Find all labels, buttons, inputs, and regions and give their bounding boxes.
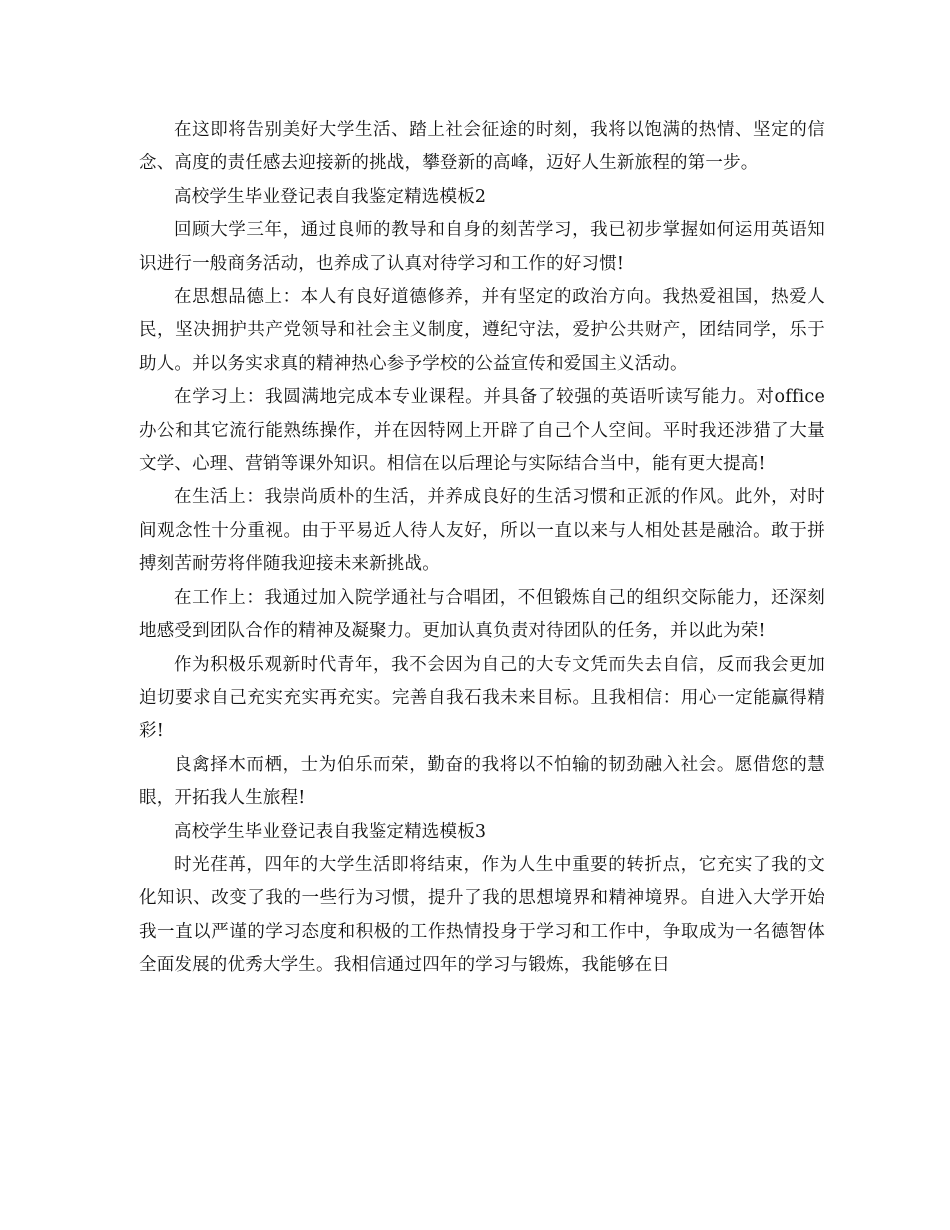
paragraph-moral: 在思想品德上：本人有良好道德修养，并有坚定的政治方向。我热爱祖国，热爱人民，坚决拥护共产党领导和社会主义制度，遵纪守法，爱护公共财产，团结同学，乐于助人。并以务实求真的精神热心参予学校的公益宣传和爱国主义活动。	[139, 287, 825, 374]
paragraph-confidence: 作为积极乐观新时代青年，我不会因为自己的大专文凭而失去自信，反而我会更加迫切要求自己充实充实再充实。完善自我石我未来目标。且我相信：用心一定能赢得精彩!	[139, 654, 825, 742]
paragraph-aspiration: 良禽择木而栖，士为伯乐而荣，勤奋的我将以不怕输的韧劲融入社会。愿借您的慧眼，开拓我人生旅程!	[139, 754, 825, 809]
paragraph-study: 在学习上：我圆满地完成本专业课程。并具备了较强的英语听读写能力。对office办公和其它流行能熟练操作，并在因特网上开辟了自己个人空间。平时我还涉猎了大量文学、心理、营销等课外知识。相信在以后理论与实际结合当中，能有更大提高!	[139, 387, 825, 475]
section-heading-template-2: 高校学生毕业登记表自我鉴定精选模板2	[174, 186, 487, 207]
paragraph-closing: 在这即将告别美好大学生活、踏上社会征途的时刻，我将以饱满的热情、坚定的信念、高度的责任感去迎接新的挑战，攀登新的高峰，迈好人生新旅程的第一步。	[139, 120, 825, 174]
document-body	[139, 114, 825, 983]
section-heading-template-3: 高校学生毕业登记表自我鉴定精选模板3	[174, 821, 487, 842]
paragraph-work: 在工作上：我通过加入院学通社与合唱团，不但锻炼自己的组织交际能力，还深刻地感受到团队合作的精神及凝聚力。更加认真负责对待团队的任务，并以此为荣!	[139, 587, 825, 642]
paragraph-review: 回顾大学三年，通过良师的教导和自身的刻苦学习，我已初步掌握如何运用英语知识进行一般商务活动，也养成了认真对待学习和工作的好习惯!	[139, 220, 825, 274]
paragraph-life: 在生活上：我崇尚质朴的生活，并养成良好的生活习惯和正派的作风。此外，对时间观念性十分重视。由于平易近人待人友好，所以一直以来与人相处甚是融洽。敢于拼搏刻苦耐劳将伴随我迎接未来新挑战。	[139, 487, 825, 575]
paragraph-time: 时光荏苒，四年的大学生活即将结束，作为人生中重要的转折点，它充实了我的文化知识、改变了我的一些行为习惯，提升了我的思想境界和精神境界。自进入大学开始我一直以严谨的学习态度和积极的工作热情投身于学习和工作中，争取成为一名德智体全面发展的优秀大学生。我相信通过四年的学习与锻炼，我能够在日	[139, 854, 825, 976]
